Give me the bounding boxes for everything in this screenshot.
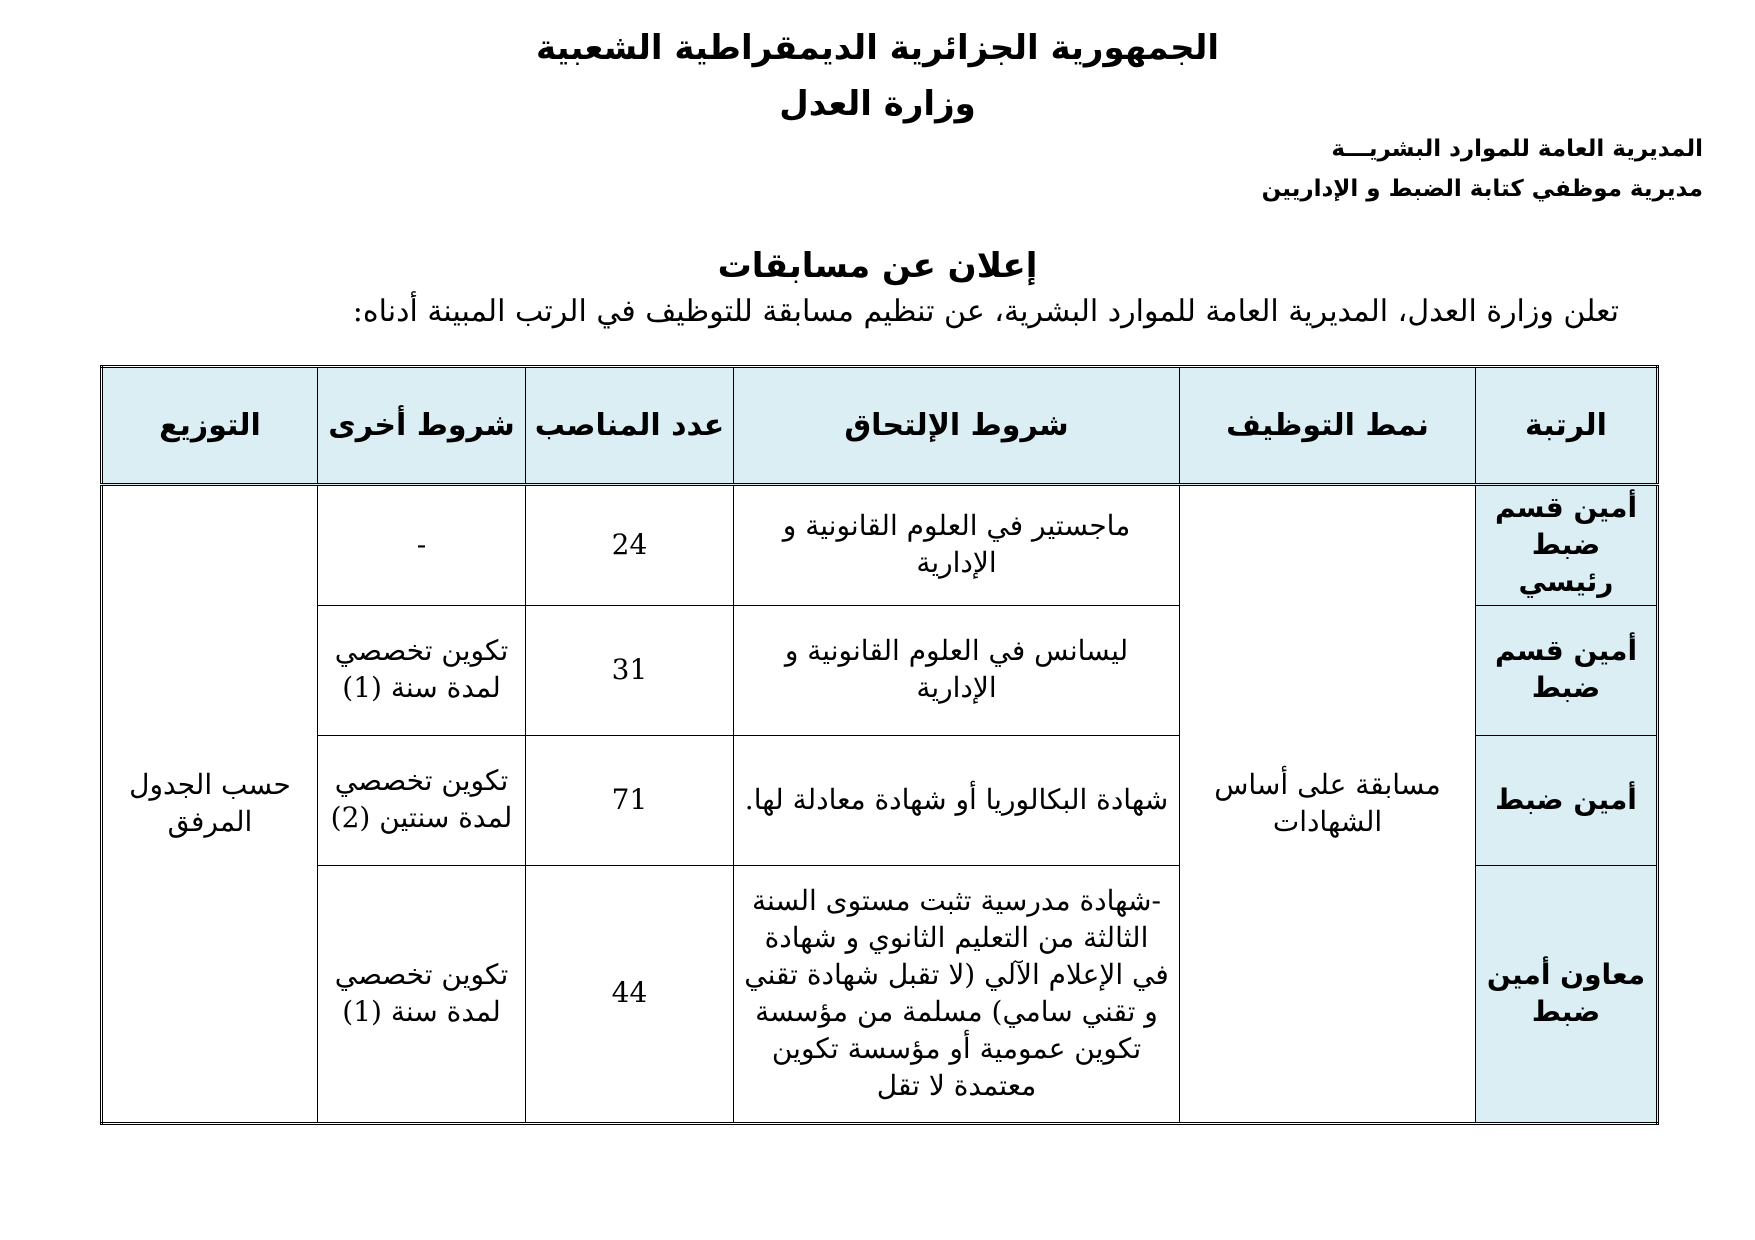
rank-cell: أمين ضبط xyxy=(1476,735,1658,865)
column-header-distribution: التوزيع xyxy=(102,367,318,485)
column-header-positions: عدد المناصب xyxy=(526,367,734,485)
positions-cell: 31 xyxy=(526,605,734,735)
conditions-cell: ليسانس في العلوم القانونية و الإدارية xyxy=(734,605,1180,735)
announcement-title: إعلان عن مسابقات xyxy=(717,246,1038,286)
positions-cell: 24 xyxy=(526,485,734,606)
other-conditions-cell: - xyxy=(318,485,526,606)
column-header-rank: الرتبة xyxy=(1476,367,1658,485)
ministry-title: وزارة العدل xyxy=(779,84,976,124)
directorate: مديرية موظفي كتابة الضبط و الإداريين xyxy=(1261,176,1703,202)
recruitment-table xyxy=(100,365,1659,1125)
column-header-conditions: شروط الإلتحاق xyxy=(734,367,1180,485)
recruitment-mode-cell: مسابقة على أساس الشهادات xyxy=(1180,485,1476,1124)
conditions-cell: شهادة البكالوريا أو شهادة معادلة لها. xyxy=(734,735,1180,865)
distribution-cell: حسب الجدول المرفق xyxy=(102,485,318,1124)
table-row xyxy=(102,485,1658,606)
republic-title: الجمهورية الجزائرية الديمقراطية الشعبية xyxy=(536,28,1219,68)
conditions-cell: ماجستير في العلوم القانونية و الإدارية xyxy=(734,485,1180,606)
recruitment-table-wrapper xyxy=(100,365,1656,1135)
rank-cell: أمين قسم ضبط رئيسي xyxy=(1476,485,1658,606)
conditions-cell: -شهادة مدرسية تثبت مستوى السنة الثالثة من التعليم الثانوي و شهادة في الإعلام الآلي (لا تقبل شهادة تقني و تقني سامي) مسلمة من مؤسسة تكوين عمومية أو مؤسسة تكوين معتمدة لا تقل xyxy=(734,865,1180,1123)
rank-cell: معاون أمين ضبط xyxy=(1476,865,1658,1123)
table-header-row xyxy=(102,367,1658,485)
other-conditions-cell: تكوين تخصصي لمدة سنة (1) xyxy=(318,605,526,735)
positions-cell: 44 xyxy=(526,865,734,1123)
column-header-other-conditions: شروط أخرى xyxy=(318,367,526,485)
other-conditions-cell: تكوين تخصصي لمدة سنة (1) xyxy=(318,865,526,1123)
directorate-general: المديرية العامة للموارد البشريـــة xyxy=(1331,136,1703,162)
positions-cell: 71 xyxy=(526,735,734,865)
announcement-intro: تعلن وزارة العدل، المديرية العامة للموارد البشرية، عن تنظيم مسابقة للتوظيف في الرتب المبينة أدناه: xyxy=(352,294,1619,329)
other-conditions-cell: تكوين تخصصي لمدة سنتين (2) xyxy=(318,735,526,865)
rank-cell: أمين قسم ضبط xyxy=(1476,605,1658,735)
column-header-recruitment-mode: نمط التوظيف xyxy=(1180,367,1476,485)
